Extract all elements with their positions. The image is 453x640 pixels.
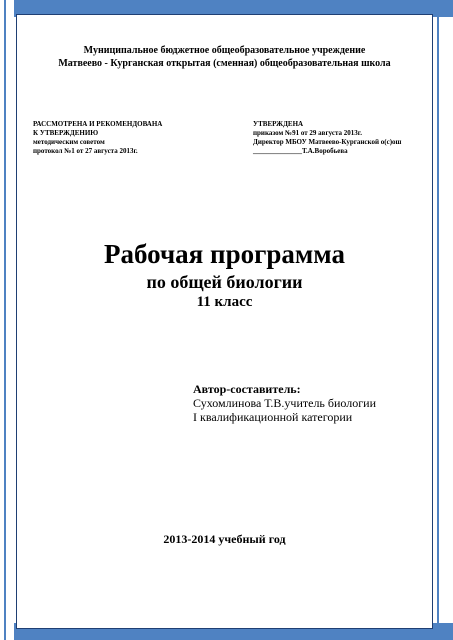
reviewed-line4: протокол №1 от 27 августа 2013г. — [33, 147, 138, 155]
approved-line4: ______________Т.А.Воробьева — [253, 147, 348, 155]
author-category: I квалификационной категории — [193, 410, 353, 424]
academic-year: 2013-2014 учебный год — [163, 532, 286, 546]
reviewed-line3: методическим советом — [33, 138, 105, 146]
approved-line1: УТВЕРЖДЕНА — [253, 120, 304, 128]
left-stripe — [4, 0, 6, 640]
approved-line2: приказом №91 от 29 августа 2013г. — [253, 129, 362, 137]
author-name: Сухомлинова Т.В.учитель биологии — [193, 396, 377, 410]
document-subject: по общей биологии — [146, 272, 303, 292]
approved-line3: Директор МБОУ Матвеево-Курганской о(с)ош — [253, 138, 402, 146]
author-label: Автор-составитель: — [193, 382, 301, 396]
school-header-line2: Матвеево - Курганская открытая (сменная) общеобразовательная школа — [58, 58, 391, 69]
document-grade: 11 класс — [196, 294, 253, 310]
school-header-line1: Муниципальное бюджетное общеобразовательное учреждение — [83, 45, 366, 56]
document-title: Рабочая программа — [104, 239, 345, 269]
right-stripe — [437, 0, 439, 640]
reviewed-line2: К УТВЕРЖДЕНИЮ — [33, 129, 99, 137]
reviewed-line1: РАССМОТРЕНА И РЕКОМЕНДОВАНА — [33, 120, 163, 128]
left-margin — [0, 0, 14, 640]
